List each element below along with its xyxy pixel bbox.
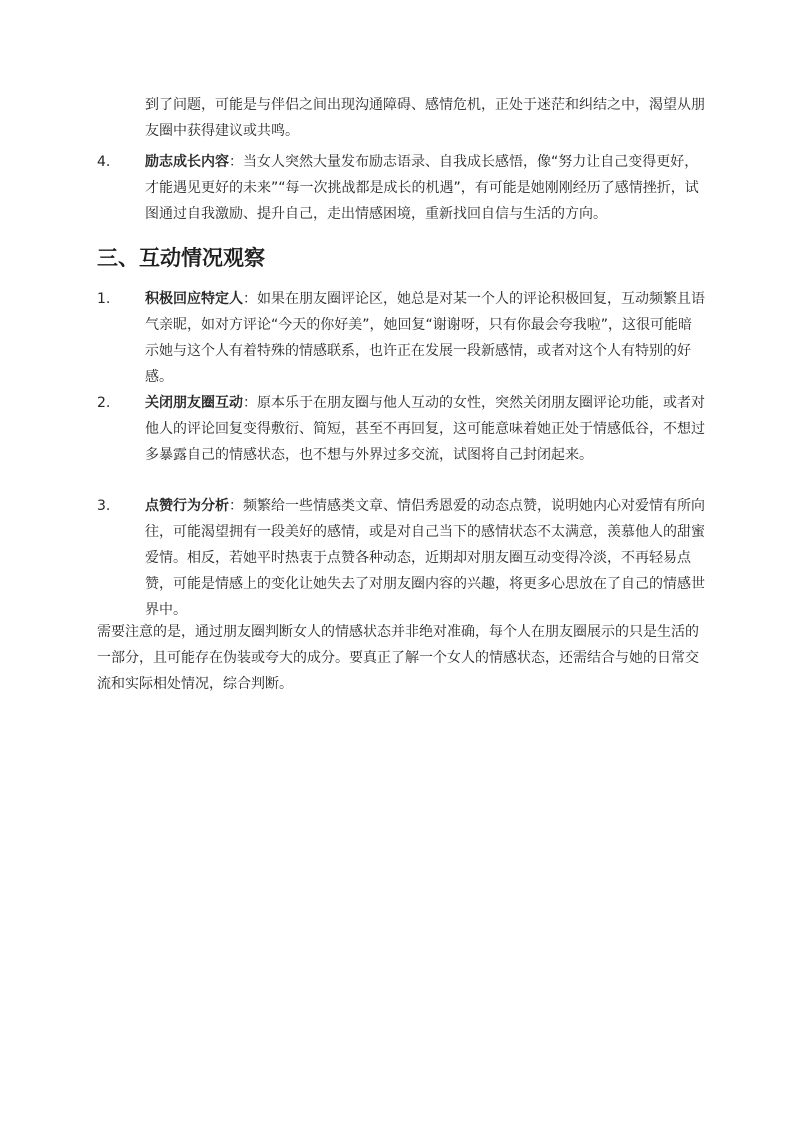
- list-item-title: 关闭朋友圈互动: [145, 395, 243, 411]
- list-item-like-behavior: [145, 493, 705, 623]
- section-heading: 三、互动情况观察: [97, 246, 265, 270]
- list-item-growth-content: [145, 149, 705, 227]
- list-item-respond-specific: [145, 286, 705, 390]
- list-item-body: ：原本乐于在朋友圈与他人互动的女性，突然关闭朋友圈评论功能，或者对他人的评论回复变得敷衍、简短，甚至不再回复，这可能意味着她正处于情感低谷，不想过多暴露自己的情感状态，也不想与外界过多交流，试图将自己封闭起来。: [145, 395, 705, 463]
- list-item-close-interaction: [145, 390, 705, 468]
- closing-note: 需要注意的是，通过朋友圈判断女人的情感状态并非绝对准确，每个人在朋友圈展示的只是生活的一部分，且可能存在伪装或夸大的成分。要真正了解一个女人的情感状态，还需结合与她的日常交流和实际相处情况，综合判断。: [97, 624, 699, 692]
- list-item-title: 励志成长内容: [145, 154, 229, 170]
- list-item-body: ：如果在朋友圈评论区，她总是对某一个人的评论积极回复，互动频繁且语气亲昵，如对方评论“今天的你好美”，她回复“谢谢呀，只有你最会夸我啦”，这很可能暗示她与这个人有着特殊的情感联系，也许正在发展一段新感情，或者对这个人有特别的好感。: [145, 291, 705, 385]
- list-number-3: 3.: [97, 498, 111, 514]
- list-item-title: 点赞行为分析: [145, 498, 229, 514]
- list-number-2: 2.: [97, 395, 111, 411]
- list-item-body: ：当女人突然大量发布励志语录、自我成长感悟，像“努力让自己变得更好，才能遇见更好的未来”“每一次挑战都是成长的机遇”，有可能是她刚刚经历了感情挫折，试图通过自我激励、提升自己，走出情感困境，重新找回自信与生活的方向。: [145, 154, 699, 222]
- continuation-paragraph: 到了问题，可能是与伴侣之间出现沟通障碍、感情危机，正处于迷茫和纠结之中，渴望从朋友圈中获得建议或共鸣。: [145, 97, 705, 139]
- list-number-4: 4.: [97, 154, 111, 170]
- list-item-body: ：频繁给一些情感类文章、情侣秀恩爱的动态点赞，说明她内心对爱情有所向往，可能渴望拥有一段美好的感情，或是对自己当下的感情状态不太满意，羡慕他人的甜蜜爱情。相反，若她平时热衷于点赞各种动态，近期却对朋友圈互动变得冷淡，不再轻易点赞，可能是情感上的变化让她失去了对朋友圈内容的兴趣，将更多心思放在了自己的情感世界中。: [145, 498, 705, 618]
- list-number-1: 1.: [97, 291, 111, 307]
- list-item-title: 积极回应特定人: [145, 291, 243, 307]
